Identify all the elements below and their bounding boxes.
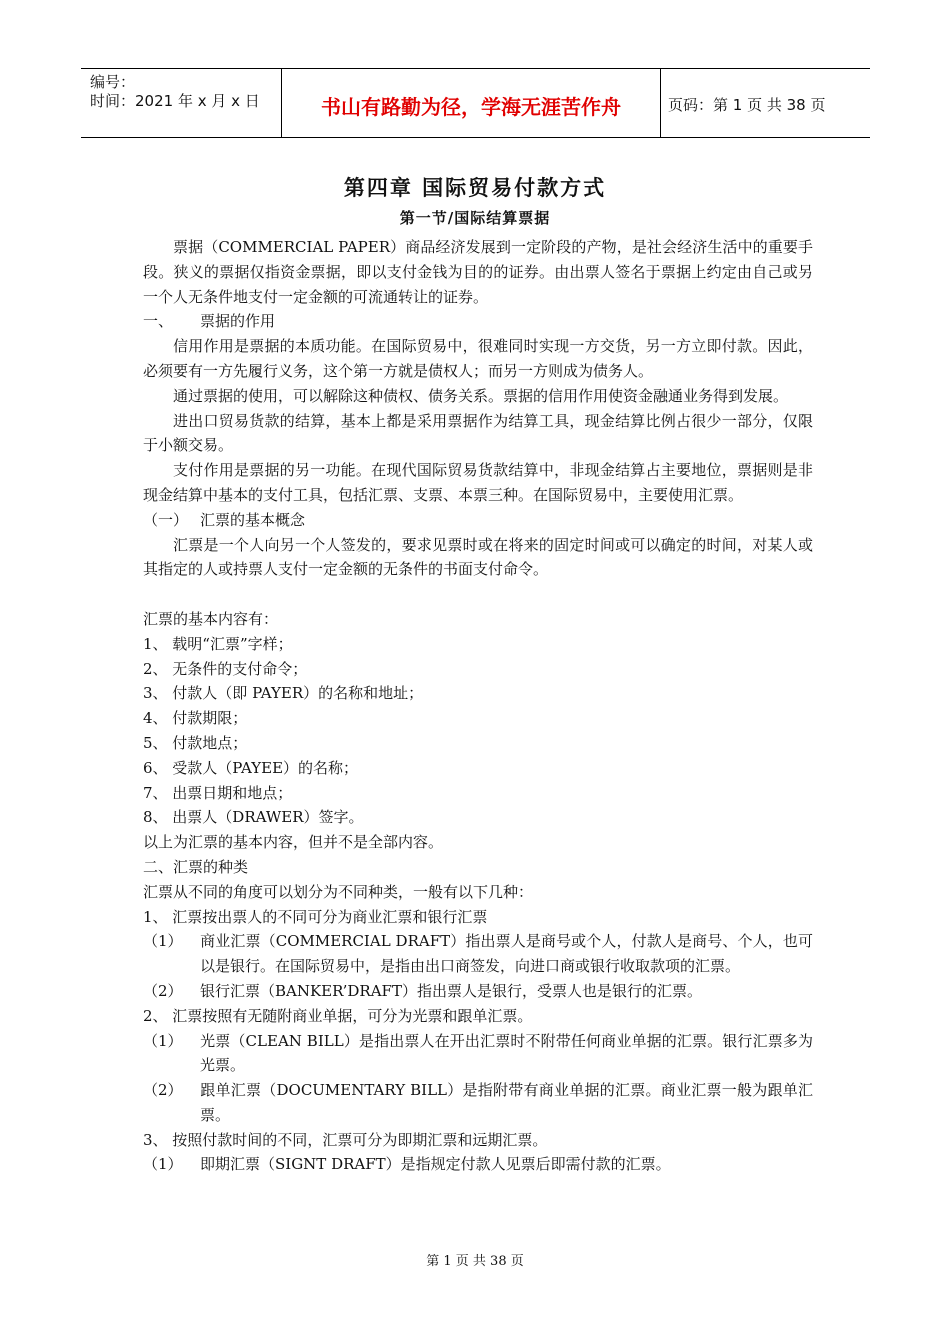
paragraph-definition: 汇票是一个人向另一个人签发的，要求见票时或在将来的固定时间或可以确定的时间，对某人或其指定的人或持票人支付一定金额的无条件的书面支付命令。	[143, 535, 813, 579]
paragraph-settle: 进出口贸易货款的结算，基本上都是采用票据作为结算工具，现金结算比例占很少一部分，仅限于小额交易。	[143, 411, 813, 455]
document-date: 时间：2021 年 x 月 x 日	[90, 92, 260, 110]
item-number: （2）	[143, 981, 183, 1000]
section-title: 第一节/国际结算票据	[399, 209, 551, 227]
list-item	[143, 1152, 813, 1177]
header-page-number: 页码：第 1 页 共 38 页	[668, 96, 826, 114]
type-heading-3: 3、 按照付款时间的不同，汇票可分为即期汇票和远期汇票。	[143, 1130, 548, 1149]
heading-number: 一、	[143, 312, 174, 331]
heading-text: 汇票的基本概念	[200, 510, 306, 529]
list-item	[143, 979, 813, 1004]
header-motto-cell	[281, 69, 661, 137]
document-header	[81, 68, 870, 138]
heading-section-2: 二、汇票的种类	[143, 857, 249, 876]
paragraph-resolve: 通过票据的使用，可以解除这种债权、债务关系。票据的信用作用使资金融通业务得到发展。	[173, 386, 789, 405]
item-number: （2）	[143, 1081, 183, 1100]
item-text: 光票（CLEAN BILL）是指出票人在开出汇票时不附带任何商业单据的汇票。银行汇票多为光票。	[200, 1031, 813, 1075]
paragraph-intro: 票据（COMMERCIAL PAPER）商品经济发展到一定阶段的产物，是社会经济生活中的重要手段。狭义的票据仅指资金票据，即以支付金钱为目的的证券。由出票人签名于票据上约定由自己或另一个人无条件地支付一定金额的可流通转让的证券。	[143, 238, 813, 306]
types-intro: 汇票从不同的角度可以划分为不同种类，一般有以下几种：	[143, 882, 534, 901]
header-meta-cell	[81, 69, 281, 137]
header-motto: 书山有路勤为径，学海无涯苦作舟	[321, 95, 621, 119]
list-item	[143, 929, 813, 979]
list-item: 4、 付款期限；	[143, 709, 248, 728]
list-item: 5、 付款地点；	[143, 733, 248, 752]
blank-line	[143, 582, 813, 607]
document-number-label: 编号：	[90, 73, 136, 91]
list-item	[143, 1078, 813, 1128]
item-text: 跟单汇票（DOCUMENTARY BILL）是指附带有商业单据的汇票。商业汇票一般为跟单汇票。	[200, 1081, 813, 1124]
item-number: （1）	[143, 1031, 183, 1050]
contents-note: 以上为汇票的基本内容，但并不是全部内容。	[143, 833, 444, 852]
chapter-title: 第四章 国际贸易付款方式	[343, 175, 607, 200]
heading-section-1	[143, 309, 813, 334]
list-item: 1、 载明“汇票”字样；	[143, 634, 293, 653]
heading-subsection-1	[143, 508, 813, 533]
item-text: 银行汇票（BANKER’DRAFT）指出票人是银行，受票人也是银行的汇票。	[200, 981, 702, 1000]
list-item: 3、 付款人（即 PAYER）的名称和地址；	[143, 684, 424, 703]
item-text: 即期汇票（SIGNT DRAFT）是指规定付款人见票后即需付款的汇票。	[200, 1155, 671, 1174]
heading-text: 票据的作用	[200, 312, 276, 331]
contents-intro: 汇票的基本内容有：	[143, 609, 279, 628]
type-heading-1: 1、 汇票按出票人的不同可分为商业汇票和银行汇票	[143, 907, 488, 926]
header-page-cell	[660, 69, 870, 137]
list-item: 8、 出票人（DRAWER）签字。	[143, 808, 364, 827]
list-item: 7、 出票日期和地点；	[143, 783, 293, 802]
document-body	[143, 235, 813, 1177]
item-text: 商业汇票（COMMERCIAL DRAFT）指出票人是商号或个人，付款人是商号、个人，也可以是银行。在国际贸易中，是指由出口商签发，向进口商或银行收取款项的汇票。	[200, 932, 813, 976]
page-footer: 第 1 页 共 38 页	[426, 1254, 524, 1269]
type-heading-2: 2、 汇票按照有无随附商业单据，可分为光票和跟单汇票。	[143, 1006, 533, 1025]
list-item: 2、 无条件的支付命令；	[143, 659, 308, 678]
list-item: 6、 受款人（PAYEE）的名称；	[143, 758, 359, 777]
paragraph-payment: 支付作用是票据的另一功能。在现代国际贸易货款结算中，非现金结算占主要地位，票据则是非现金结算中基本的支付工具，包括汇票、支票、本票三种。在国际贸易中，主要使用汇票。	[143, 461, 813, 504]
heading-number: （一）	[143, 510, 189, 529]
item-number: （1）	[143, 932, 183, 951]
paragraph-credit: 信用作用是票据的本质功能。在国际贸易中，很难同时实现一方交货，另一方立即付款。因此，必须要有一方先履行义务，这个第一方就是债权人；而另一方则成为债务人。	[143, 337, 813, 380]
list-item	[143, 1029, 813, 1079]
item-number: （1）	[143, 1155, 183, 1174]
